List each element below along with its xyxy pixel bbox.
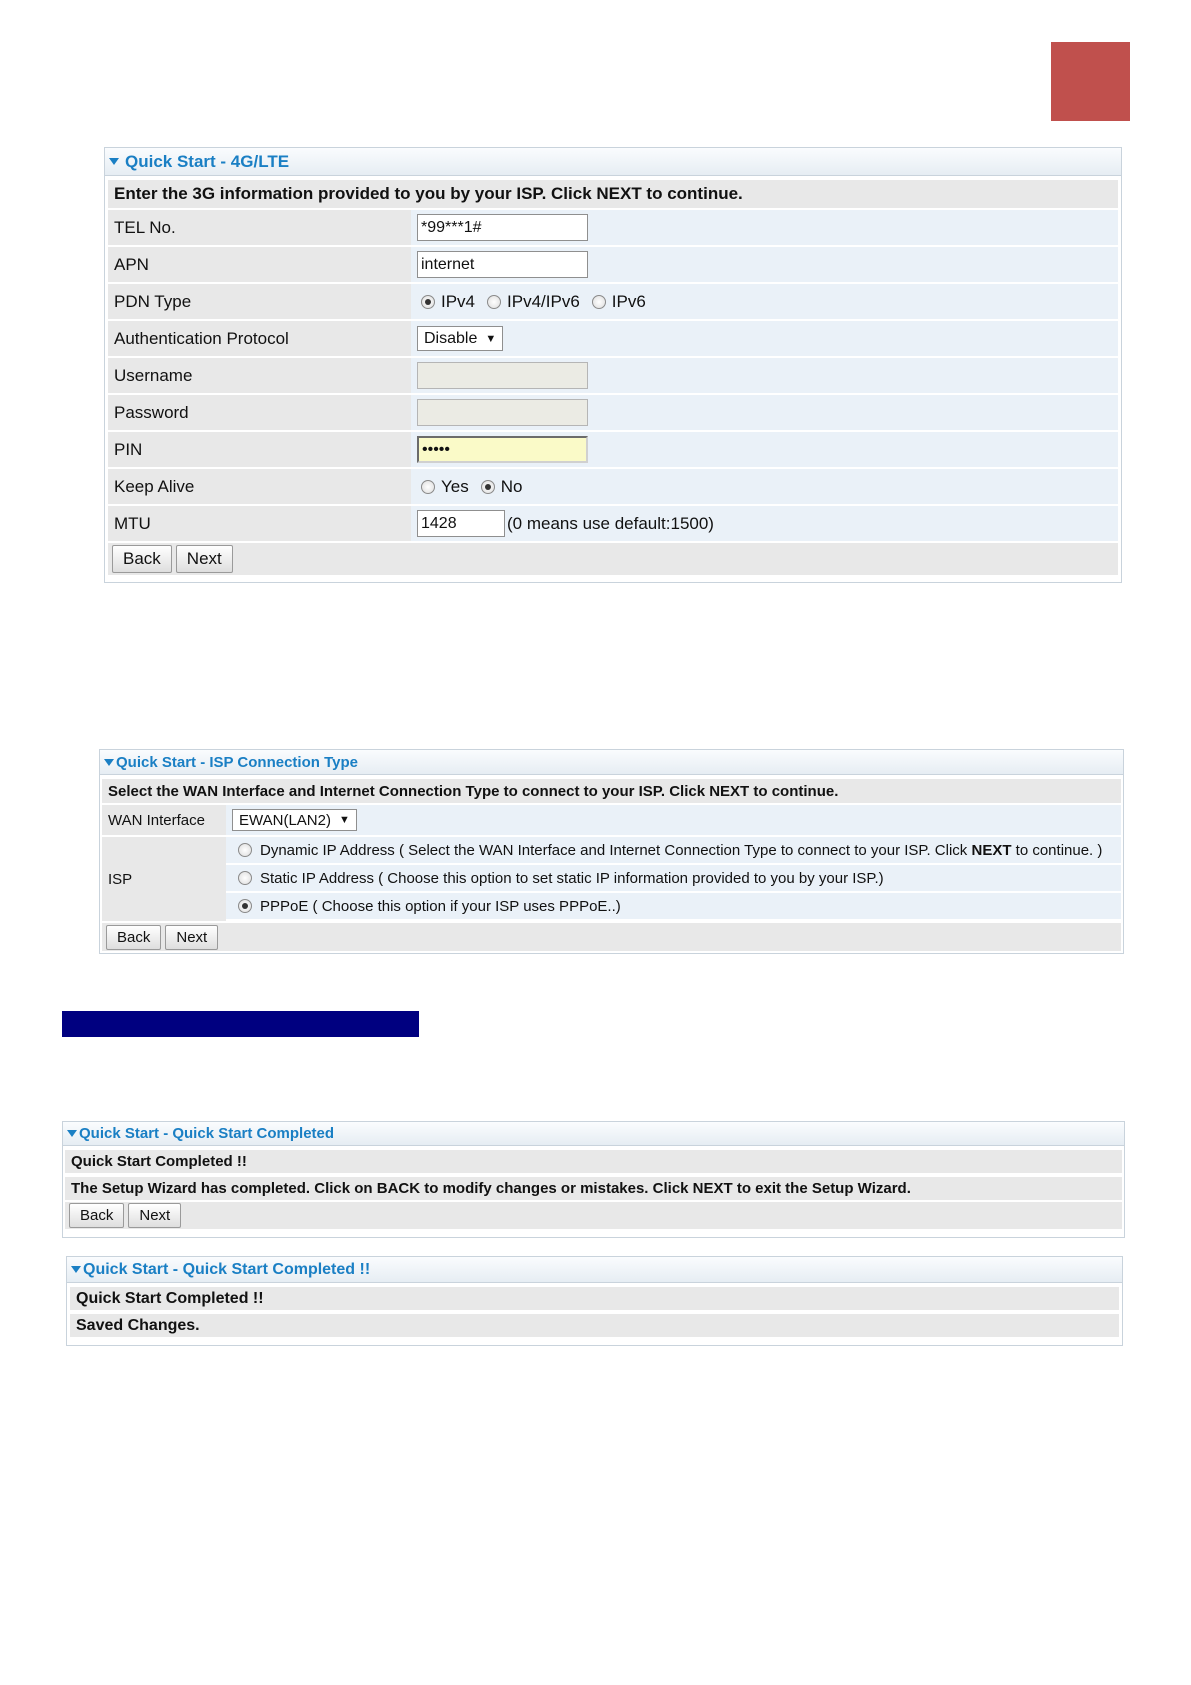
dropdown-arrow-icon: ▼ bbox=[485, 332, 497, 345]
keepalive-option-no[interactable]: No bbox=[481, 477, 523, 497]
auth-protocol-select[interactable]: Disable ▼ bbox=[417, 326, 503, 351]
wan-interface-select[interactable]: EWAN(LAN2) ▼ bbox=[232, 809, 357, 831]
mtu-label: MTU bbox=[108, 506, 411, 541]
button-bar bbox=[102, 921, 1121, 951]
back-button[interactable]: Back bbox=[69, 1203, 124, 1228]
completed-text: Quick Start Completed !! bbox=[65, 1148, 1122, 1173]
panel-quick-start-completed bbox=[62, 1121, 1125, 1238]
next-button[interactable]: Next bbox=[128, 1203, 181, 1228]
tel-row bbox=[108, 208, 1118, 245]
tel-input[interactable] bbox=[417, 214, 588, 241]
pdn-option-ipv4[interactable]: IPv4 bbox=[421, 292, 475, 312]
panel-header[interactable] bbox=[100, 750, 1123, 775]
isp-option-static[interactable]: Static IP Address ( Choose this option to set static IP information provided to you by your ISP.) bbox=[226, 865, 1121, 891]
keepalive-option-yes[interactable]: Yes bbox=[421, 477, 469, 497]
username-input[interactable] bbox=[417, 362, 588, 389]
panel-isp-connection-type bbox=[99, 749, 1124, 954]
password-row bbox=[108, 393, 1118, 430]
isp-option-pppoe[interactable]: PPPoE ( Choose this option if your ISP uses PPPoE..) bbox=[226, 893, 1121, 919]
radio-selected-icon[interactable] bbox=[481, 480, 495, 494]
panel-header[interactable] bbox=[67, 1257, 1122, 1283]
button-bar bbox=[65, 1200, 1122, 1229]
saved-changes-text: Saved Changes. bbox=[70, 1312, 1119, 1337]
completed-text: Quick Start Completed !! bbox=[70, 1285, 1119, 1310]
isp-row bbox=[102, 835, 1121, 921]
pin-input[interactable] bbox=[417, 436, 588, 463]
pdn-option-ipv6[interactable]: IPv6 bbox=[592, 292, 646, 312]
radio-icon[interactable] bbox=[238, 843, 252, 857]
panel-4g-lte bbox=[104, 147, 1122, 583]
isp-option-dynamic[interactable]: Dynamic IP Address ( Select the WAN Interface and Internet Connection Type to connect to your ISP. Click NEXT to continue. ) bbox=[226, 837, 1121, 863]
back-button[interactable]: Back bbox=[106, 925, 161, 950]
panel-title: Quick Start - ISP Connection Type bbox=[116, 753, 358, 771]
radio-selected-icon[interactable] bbox=[238, 899, 252, 913]
wan-row bbox=[102, 803, 1121, 835]
pin-label: PIN bbox=[108, 432, 411, 467]
pdn-label: PDN Type bbox=[108, 284, 411, 319]
password-label: Password bbox=[108, 395, 411, 430]
panel-header[interactable] bbox=[63, 1122, 1124, 1146]
panel-title: Quick Start - Quick Start Completed bbox=[79, 1125, 335, 1142]
tel-label: TEL No. bbox=[108, 210, 411, 245]
radio-icon[interactable] bbox=[421, 480, 435, 494]
pdn-row bbox=[108, 282, 1118, 319]
password-input[interactable] bbox=[417, 399, 588, 426]
panel-title: Quick Start - Quick Start Completed !! bbox=[83, 1260, 371, 1278]
instruction-text: Select the WAN Interface and Internet Connection Type to connect to your ISP. Click NEXT to continue. bbox=[102, 777, 1121, 803]
mtu-input[interactable] bbox=[417, 510, 505, 537]
collapse-triangle-icon[interactable] bbox=[67, 1130, 77, 1137]
keepalive-label: Keep Alive bbox=[108, 469, 411, 504]
panel-quick-start-saved bbox=[66, 1256, 1123, 1346]
panel-title: Quick Start - 4G/LTE bbox=[125, 151, 290, 171]
radio-selected-icon[interactable] bbox=[421, 295, 435, 309]
button-bar bbox=[108, 541, 1118, 575]
wan-label: WAN Interface bbox=[102, 805, 226, 835]
mtu-row bbox=[108, 504, 1118, 541]
collapse-triangle-icon[interactable] bbox=[71, 1266, 81, 1273]
radio-icon[interactable] bbox=[487, 295, 501, 309]
next-button[interactable]: Next bbox=[165, 925, 218, 950]
instruction-text: Enter the 3G information provided to you by your ISP. Click NEXT to continue. bbox=[108, 178, 1118, 208]
wizard-completed-text: The Setup Wizard has completed. Click on BACK to modify changes or mistakes. Click NEXT to exit the Setup Wizard. bbox=[65, 1175, 1122, 1200]
isp-label: ISP bbox=[102, 837, 226, 921]
keepalive-row bbox=[108, 467, 1118, 504]
next-button[interactable]: Next bbox=[176, 545, 233, 573]
apn-label: APN bbox=[108, 247, 411, 282]
pdn-option-ipv4-ipv6[interactable]: IPv4/IPv6 bbox=[487, 292, 580, 312]
username-row bbox=[108, 356, 1118, 393]
dropdown-arrow-icon: ▼ bbox=[338, 814, 350, 826]
collapse-triangle-icon[interactable] bbox=[109, 158, 119, 165]
apn-row bbox=[108, 245, 1118, 282]
radio-icon[interactable] bbox=[238, 871, 252, 885]
radio-icon[interactable] bbox=[592, 295, 606, 309]
pin-row bbox=[108, 430, 1118, 467]
apn-input[interactable] bbox=[417, 251, 588, 278]
back-button[interactable]: Back bbox=[112, 545, 172, 573]
section-heading-bar bbox=[62, 1011, 419, 1037]
page-corner-tab bbox=[1051, 42, 1130, 121]
auth-row bbox=[108, 319, 1118, 356]
auth-label: Authentication Protocol bbox=[108, 321, 411, 356]
mtu-note: (0 means use default:1500) bbox=[507, 513, 714, 533]
username-label: Username bbox=[108, 358, 411, 393]
collapse-triangle-icon[interactable] bbox=[104, 759, 114, 766]
panel-header[interactable] bbox=[105, 148, 1121, 176]
